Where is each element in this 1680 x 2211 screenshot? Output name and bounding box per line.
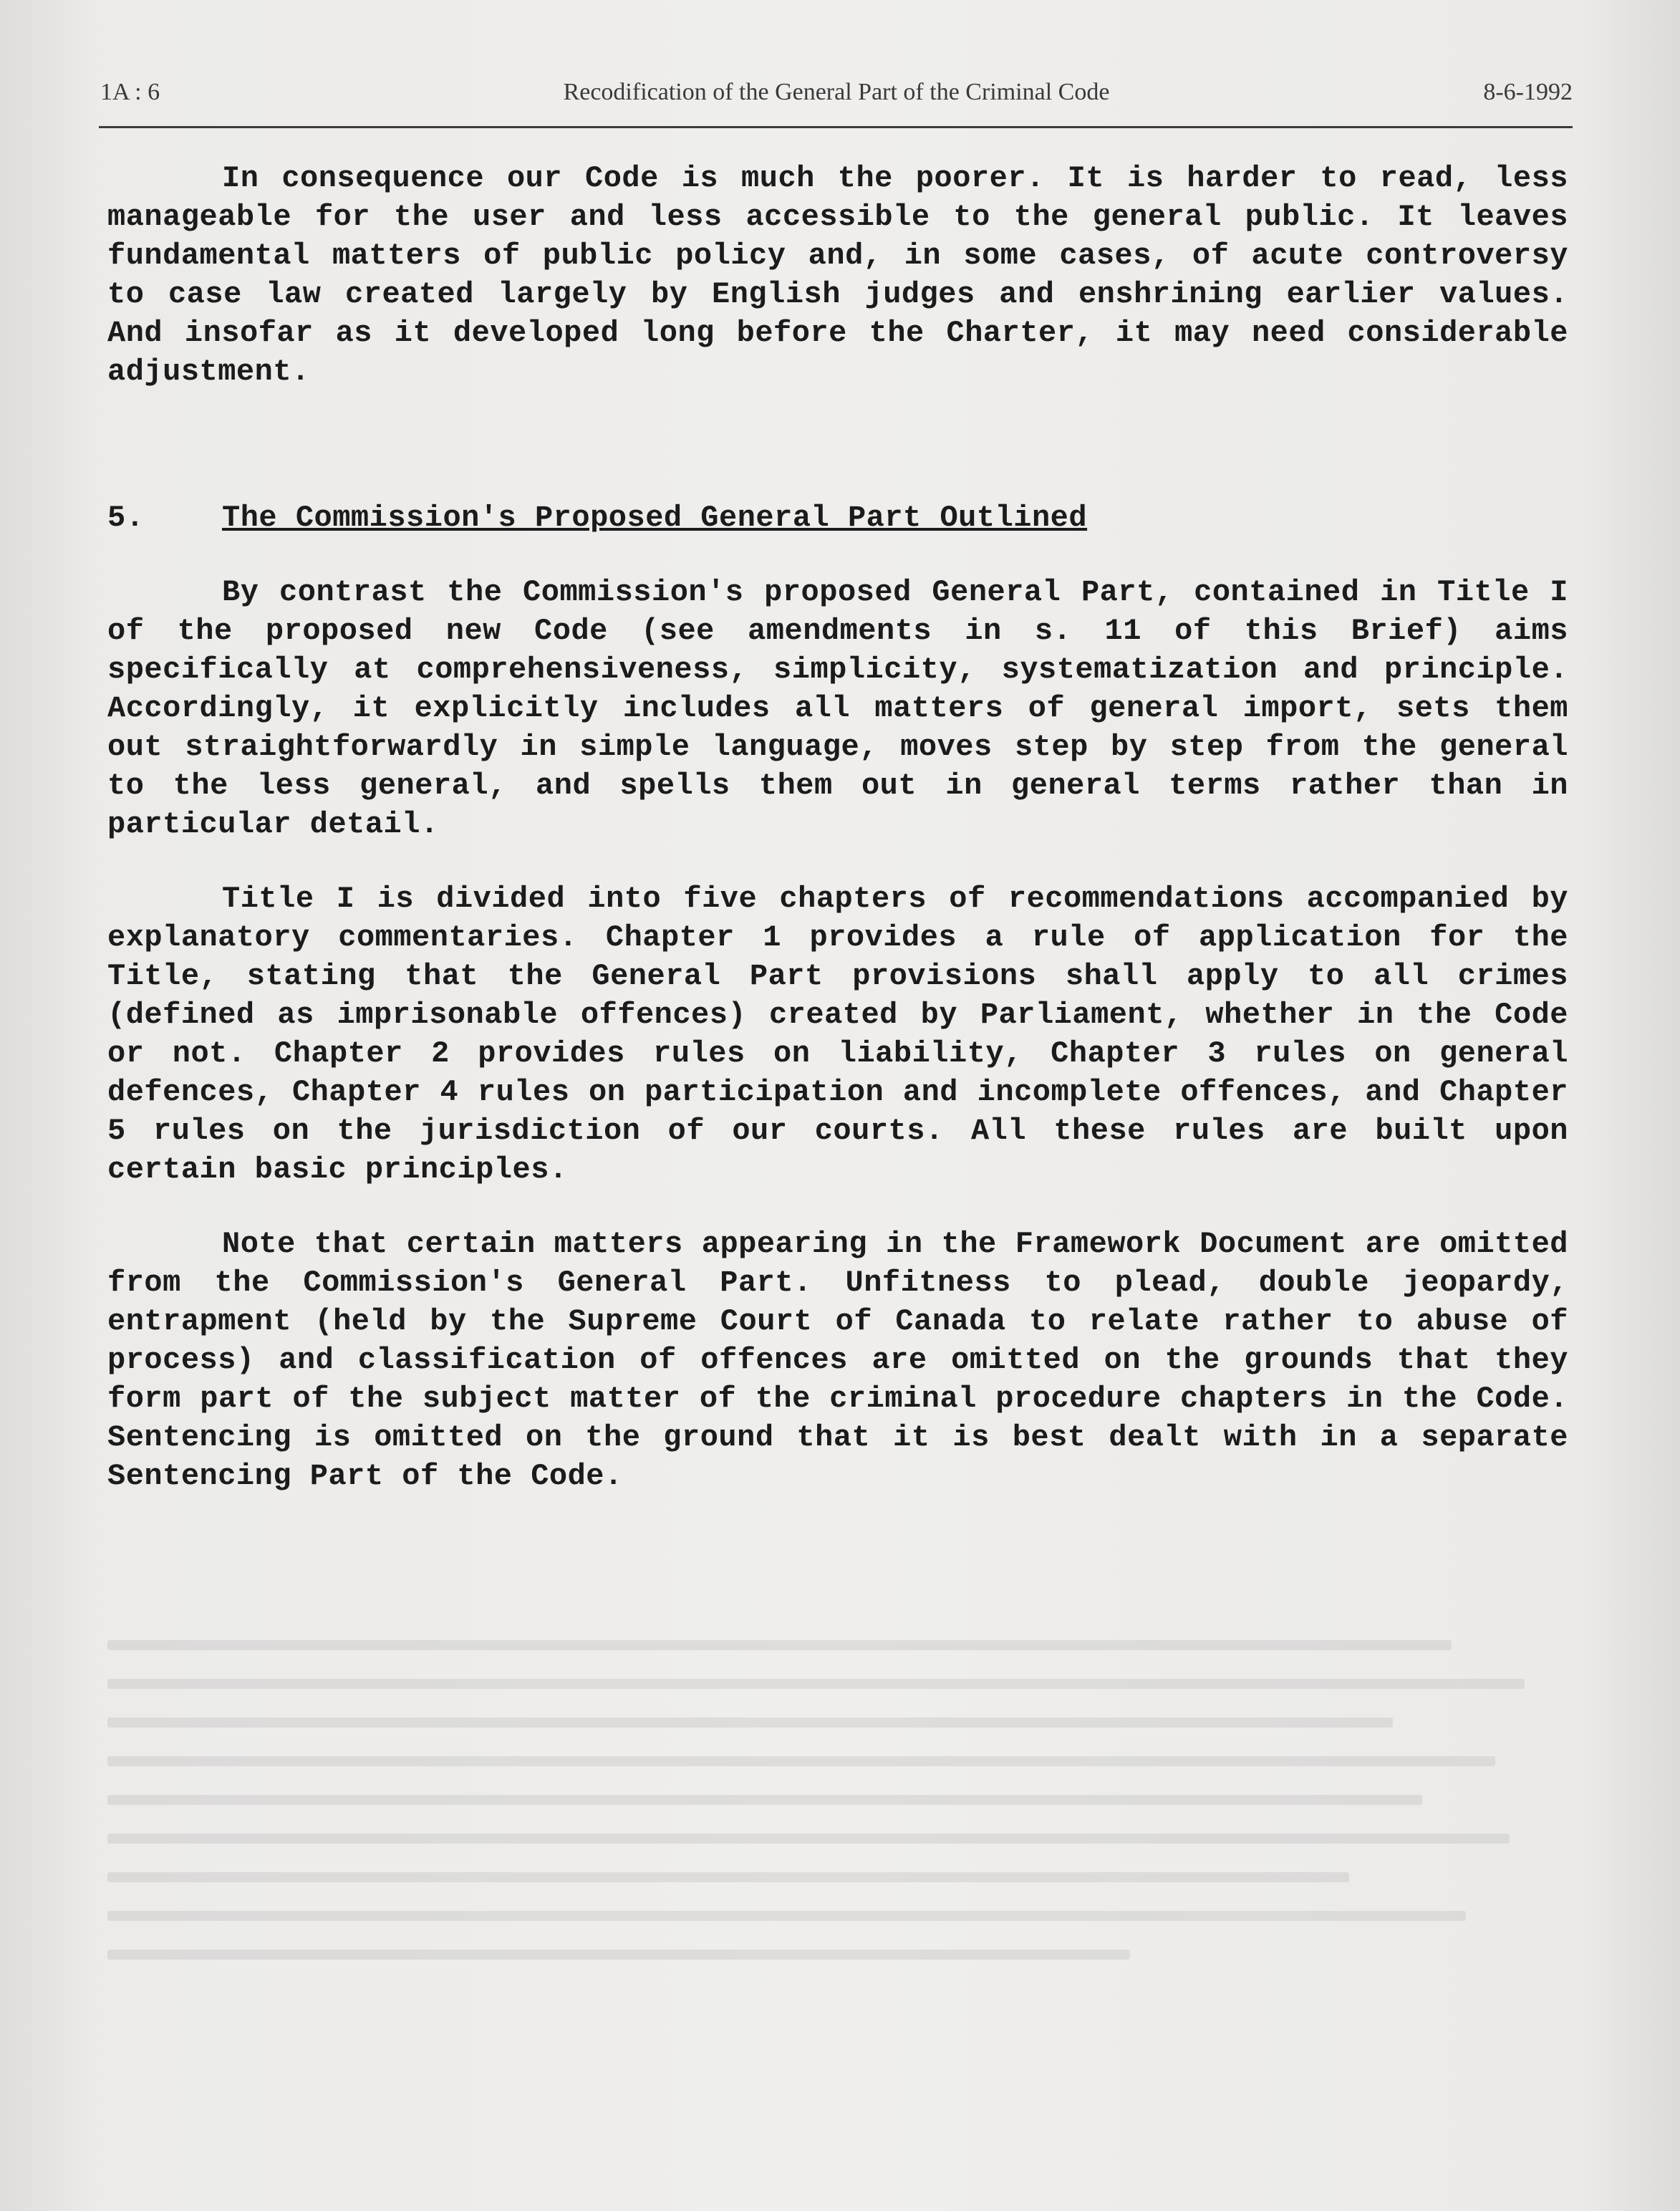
paragraph-omitted-matters: Note that certain matters appearing in the Framework Document are omitted from the Commission's General Part. Unfitness to plead, double jeopardy, entrapment (held by the Supreme Court of Canada to relate rather to abuse of process) and classification of offences are omitted on the grounds that they form part of the subject matter of the criminal procedure chapters in the Code. Sentencing is omitted on the ground that it is best dealt with in a separate Sentencing Part of the Code.	[107, 1227, 1568, 1493]
section-title: The Commission's Proposed General Part Outlined	[222, 501, 1088, 535]
paragraph-title-one: Title I is divided into five chapters of recommendations accompanied by explanatory commentaries. Chapter 1 provides a rule of application for the Title, stating that the General Part provisions shall apply to all crimes (defined as imprisonable offences) created by Parliament, whether in the Code or not. Chapter 2 provides rules on liability, Chapter 3 rules on general defences, Chapter 4 rules on participation and incomplete offences, and Chapter 5 rules on the jurisdiction of our courts. All these rules are built upon certain basic principles.	[107, 882, 1568, 1187]
paragraph-consequence: In consequence our Code is much the poorer. It is harder to read, less manageable for the user and less accessible to the general public. It leaves fundamental matters of public policy and, in some cases, of acute controversy to case law created largely by English judges and enshrining earlier values. And insofar as it developed long before the Charter, it may need considerable adjustment.	[107, 161, 1568, 389]
page-number: 1A : 6	[100, 79, 160, 105]
page-header	[100, 79, 1573, 117]
document-body	[107, 159, 1568, 1495]
reverse-side-bleed-through	[107, 1640, 1568, 2142]
paragraph-contrast: By contrast the Commission's proposed General Part, contained in Title I of the proposed new Code (see amendments in s. 11 of this Brief) aims specifically at comprehensiveness, simplicity, systematization and principle. Accordingly, it explicitly includes all matters of general import, sets them out straightforwardly in simple language, moves step by step from the general to the less general, and spells them out in general terms rather than in particular detail.	[107, 575, 1568, 842]
running-title: Recodification of the General Part of the Criminal Code	[563, 79, 1110, 105]
section-number: 5.	[107, 501, 145, 535]
header-rule	[99, 126, 1573, 128]
section-heading	[107, 498, 1568, 537]
header-date: 8-6-1992	[1483, 79, 1573, 105]
